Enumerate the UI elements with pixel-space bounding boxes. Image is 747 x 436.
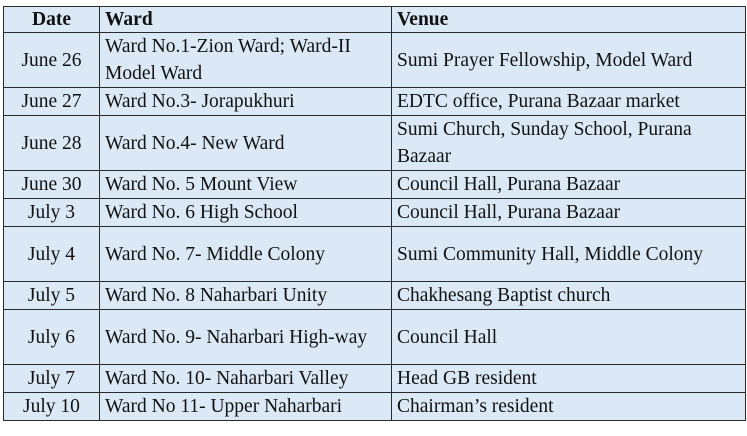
- table-row: [4, 393, 746, 421]
- table-row: [4, 33, 746, 88]
- venue-cell: Sumi Community Hall, Middle Colony: [392, 227, 746, 282]
- ward-cell: Ward No. 8 Naharbari Unity: [100, 282, 392, 310]
- ward-cell: Ward No. 6 High School: [100, 199, 392, 227]
- ward-cell: Ward No 11- Upper Naharbari: [100, 393, 392, 421]
- venue-cell: Chairman’s resident: [392, 393, 746, 421]
- table-row: [4, 310, 746, 365]
- table-row: [4, 171, 746, 199]
- venue-cell: Council Hall: [392, 310, 746, 365]
- header-ward: Ward: [100, 7, 392, 33]
- venue-cell: Head GB resident: [392, 365, 746, 393]
- header-venue: Venue: [392, 7, 746, 33]
- date-cell: June 28: [4, 116, 100, 171]
- ward-cell: Ward No.4- New Ward: [100, 116, 392, 171]
- venue-cell: EDTC office, Purana Bazaar market: [392, 88, 746, 116]
- table-row: [4, 199, 746, 227]
- date-cell: July 7: [4, 365, 100, 393]
- header-row: [4, 7, 746, 33]
- ward-cell: Ward No.3- Jorapukhuri: [100, 88, 392, 116]
- ward-cell: Ward No. 9- Naharbari High-way: [100, 310, 392, 365]
- table-row: [4, 282, 746, 310]
- date-cell: July 6: [4, 310, 100, 365]
- table-row: [4, 227, 746, 282]
- date-cell: June 27: [4, 88, 100, 116]
- ward-cell: Ward No.1-Zion Ward; Ward-II Model Ward: [100, 33, 392, 88]
- date-cell: June 30: [4, 171, 100, 199]
- ward-cell: Ward No. 10- Naharbari Valley: [100, 365, 392, 393]
- date-cell: July 5: [4, 282, 100, 310]
- schedule-table: [3, 6, 746, 421]
- ward-cell: Ward No. 5 Mount View: [100, 171, 392, 199]
- date-cell: July 3: [4, 199, 100, 227]
- venue-cell: Sumi Prayer Fellowship, Model Ward: [392, 33, 746, 88]
- table-row: [4, 365, 746, 393]
- venue-cell: Council Hall, Purana Bazaar: [392, 199, 746, 227]
- header-date: Date: [4, 7, 100, 33]
- date-cell: July 4: [4, 227, 100, 282]
- table-row: [4, 88, 746, 116]
- date-cell: June 26: [4, 33, 100, 88]
- date-cell: July 10: [4, 393, 100, 421]
- ward-cell: Ward No. 7- Middle Colony: [100, 227, 392, 282]
- table-row: [4, 116, 746, 171]
- venue-cell: Sumi Church, Sunday School, Purana Bazaar: [392, 116, 746, 171]
- venue-cell: Council Hall, Purana Bazaar: [392, 171, 746, 199]
- venue-cell: Chakhesang Baptist church: [392, 282, 746, 310]
